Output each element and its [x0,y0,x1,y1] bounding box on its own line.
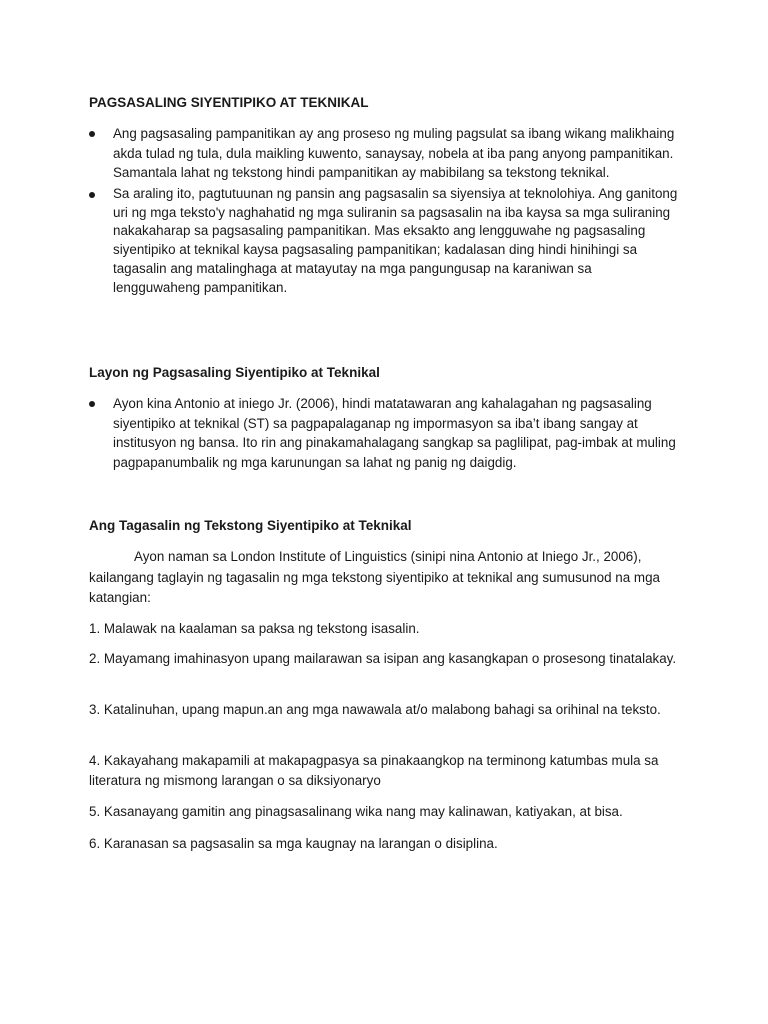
bullet-text: Ang pagsasaling pampanitikan ay ang proseso ng muling pagsulat sa ibang wikang malikhaing akda tulad ng tula, dula maikling kuwento, sanaysay, nobela at iba pang anyong pampanitikan. Samantala lahat ng tekstong hindi pampanitikan ay mabibilang sa tekstong teknikal. [113,126,675,181]
intro-bullet-list [89,124,679,298]
numbered-item-4: 4. Kakayahang makapamili at makapagpasya sa pinakaangkop na terminong katumbas mula sa literatura ng mismong larangan o sa diksiyonaryo [89,753,659,788]
list-item [89,394,679,472]
bullet-icon [89,192,95,198]
numbered-item-5: 5. Kasanayang gamitin ang pinagsasalinang wika nang may kalinawan, katiyakan, at bisa. [89,804,623,819]
section-heading-layon: Layon ng Pagsasaling Siyentipiko at Teknikal [89,365,380,380]
section-heading-tagasalin: Ang Tagasalin ng Tekstong Siyentipiko at Teknikal [89,518,412,533]
numbered-item-6: 6. Karanasan sa pagsasalin sa mga kaugnay na larangan o disiplina. [89,836,498,851]
bullet-icon [89,131,95,137]
document-title: PAGSASALING SIYENTIPIKO AT TEKNIKAL [89,95,369,110]
bullet-text: Ayon kina Antonio at iniego Jr. (2006), hindi matatawaran ang kahalagahan ng pagsasaling siyentipiko at teknikal (ST) sa pagpapalaganap ng impormasyon sa iba’t ibang sangay at institusyon ng bansa. Ito rin ang pinakamahalagang sangkap sa paglilipat, pag-imbak at muling pagpapanumbalik ng mga karunungan sa lahat ng panig ng daigdig. [113,396,676,470]
numbered-item-3: 3. Katalinuhan, upang mapun.an ang mga nawawala at/o malabong bahagi sa orihinal na teksto. [89,702,661,717]
numbered-item-1: 1. Malawak na kaalaman sa paksa ng tekstong isasalin. [89,621,420,636]
bullet-icon [89,401,95,407]
bullet-text: Sa araling ito, pagtutuunan ng pansin ang pagsasalin sa siyensiya at teknolohiya. Ang ganitong uri ng mga teksto'y naghahatid ng mga suliranin sa pagsasalin na iba kaysa sa mga suliraning nakakaharap sa pagsasaling pampanitikan. Mas eksakto ang lengguwahe ng pagsasaling siyentipiko at teknikal kaysa pagsasaling pampanitikan; kadalasan ding hindi hinihingi sa tagasalin ang matalinghaga at matayutay na mga pangungusap na karaniwan sa lengguwaheng pampanitikan. [113,185,678,295]
numbered-item-2: 2. Mayamang imahinasyon upang mailarawan sa isipan ang kasangkapan o prosesong tinatalakay. [89,651,677,666]
section-intro-paragraph: Ayon naman sa London Institute of Linguistics (sinipi nina Antonio at Iniego Jr., 2006), kailangang taglayin ng tagasalin ng mga tekstong siyentipiko at teknikal ang sumusunod na mga katangian: [89,549,660,605]
list-item [89,124,679,183]
layon-bullet-list [89,394,679,472]
list-item [89,185,679,298]
